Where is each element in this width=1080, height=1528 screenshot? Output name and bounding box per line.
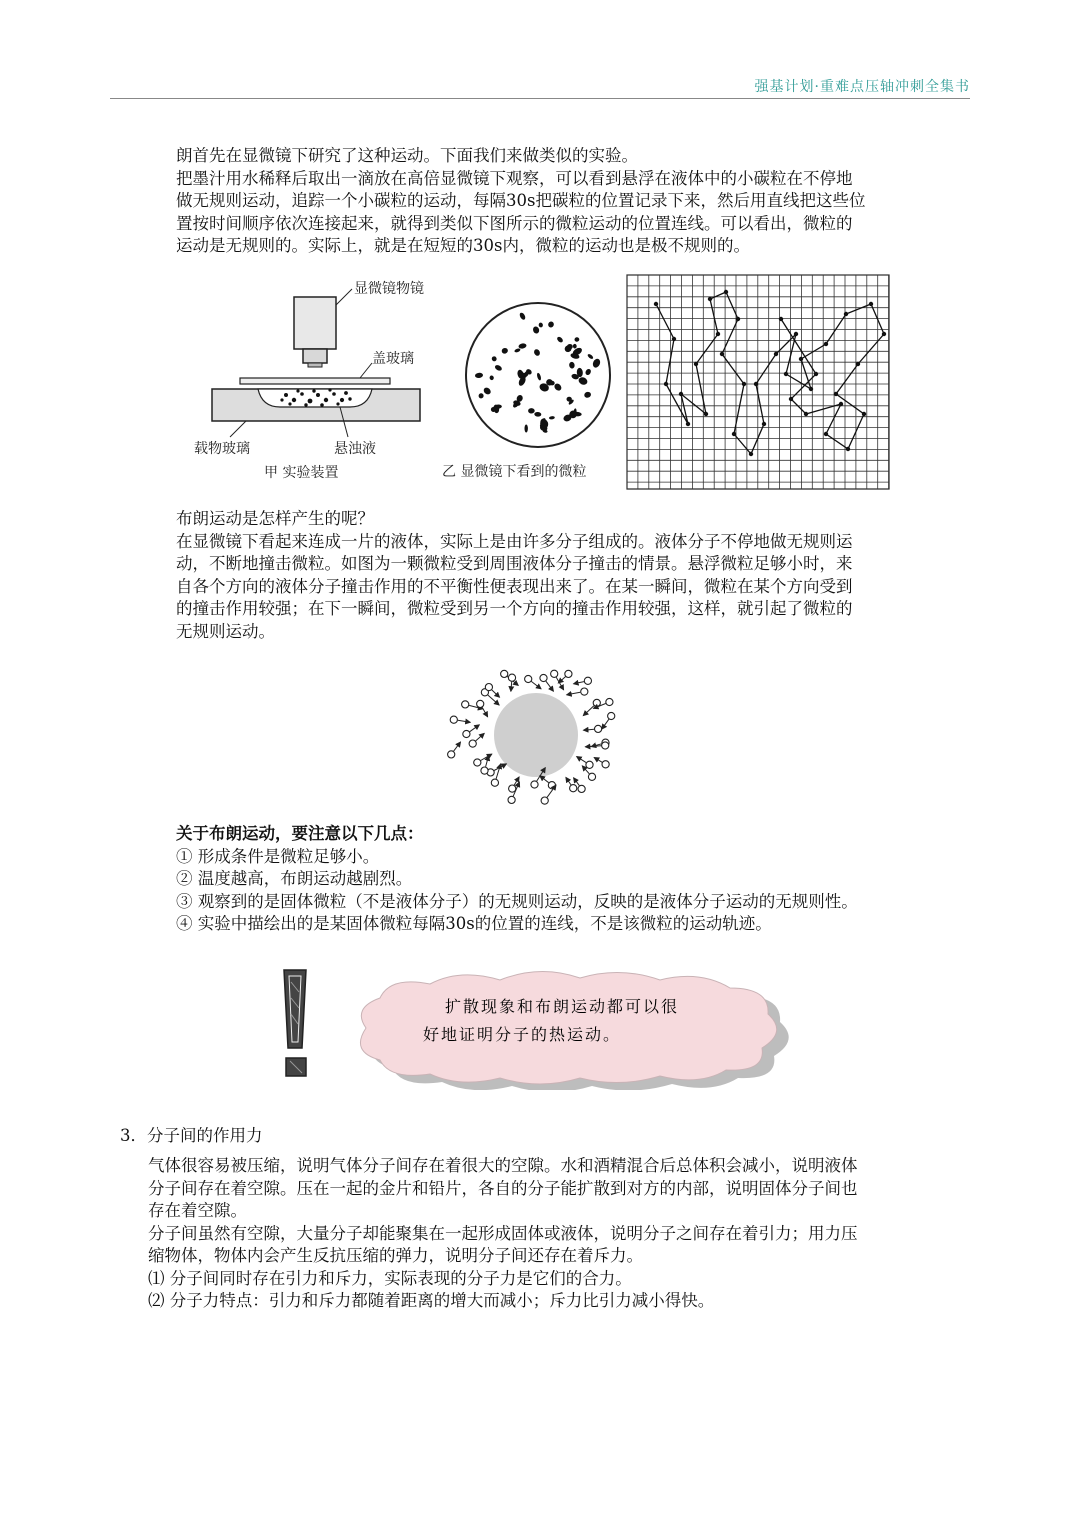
molecule [508,796,515,803]
molecule [448,751,455,758]
molecule [469,740,476,747]
trace-point [862,412,866,416]
section3-title: 3．分子间的作用力 [120,1126,263,1145]
trace-point [716,332,720,336]
molecule-velocity-arrow [540,776,549,783]
position-trace-figure [626,274,890,490]
cause-paragraph [176,508,966,643]
trace-point [814,372,818,376]
molecule-velocity-arrow [492,690,500,697]
section3-line: 存在着空隙。 [148,1201,247,1220]
brownian-particle [494,693,578,777]
label-objective: 显微镜物镜 [354,281,424,297]
callout-line-1: 扩散现象和布朗运动都可以很 [445,997,680,1016]
trace-point [686,422,690,426]
molecule [602,742,609,749]
molecule-velocity-arrow [566,777,571,785]
caption-microscope-view: 乙 显微镜下看到的微粒 [442,464,587,480]
molecule [463,730,470,737]
molecule-velocity-arrow [511,682,512,692]
molecule-velocity-arrow [496,764,501,779]
molecule-velocity-arrow [481,754,492,760]
trace-point [654,302,658,306]
trace-point [742,382,746,386]
molecule [570,785,577,792]
trace-point [724,290,728,294]
molecule [531,781,538,788]
molecule [491,779,498,786]
molecule-velocity-arrow [482,707,487,716]
callout-box [280,962,850,1090]
molecule [474,759,481,766]
trace-point [846,447,850,451]
molecule [588,773,595,780]
trace-point [804,412,808,416]
molecule [450,716,457,723]
molecule-velocity-arrow [602,719,609,729]
molecule [565,670,572,677]
molecule-velocity-arrow [454,742,461,751]
cause-line: 动，不断地撞击微粒。如图为一颗微粒受到周围液体分子撞击的情景。悬浮微粒足够小时，来 [176,554,853,573]
cause-line: 自各个方向的液体分子撞击作用的不平衡性便表现出来了。在某一瞬间，微粒在某个方向受到 [176,576,853,596]
label-suspension: 悬浊液 [334,441,376,457]
molecule-velocity-arrow [574,682,584,684]
trace-point [708,297,712,301]
trace-point [754,382,758,386]
molecule [541,797,548,804]
trace-point [774,352,778,356]
trace-point [844,312,848,316]
notes-item: ④ 实验中描绘出的是某固体微粒每隔30s的位置的连线，不是该微粒的运动轨迹。 [176,914,772,933]
label-cover-glass: 盖玻璃 [372,351,414,367]
trace-point [732,432,736,436]
section3-line: ⑵ 分子力特点：引力和斥力都随着距离的增大而减小；斥力比引力减小得快。 [148,1291,715,1310]
trace-point [794,332,798,336]
trace-point [799,357,803,361]
molecule-velocity-arrow [546,681,554,691]
intro-line: 运动是无规则的。实际上，就是在短短的30s内，微粒的运动也是极不规则的。 [176,236,750,255]
molecule-velocity-arrow [583,706,594,716]
particle-blob [525,425,528,433]
molecule [606,698,613,705]
trace-point [672,337,676,341]
trace-point [856,362,860,366]
trace-point [679,392,683,396]
trace-point [736,317,740,321]
header-divider [110,98,970,99]
notes-list [176,823,966,936]
molecule-velocity-arrow [476,733,485,741]
molecule [509,785,516,792]
callout-line-2: 好地证明分子的热运动。 [423,1025,622,1044]
molecule [485,684,492,691]
section3-line: 分子间存在着空隙。压在一起的金片和铅片，各自的分子能扩散到对方的内部，说明固体分子间也 [148,1178,858,1198]
trace-point [784,372,788,376]
section3-line: 分子间虽然有空隙，大量分子却能聚集在一起形成固体或液体，说明分子之间存在着引力；用力压 [148,1223,858,1243]
intro-line: 做无规则运动，追踪一个小碳粒的运动，每隔30s把碳粒的位置记录下来，然后用直线把这些位 [176,191,866,210]
section3-body [148,1155,968,1313]
notes-item: ② 温度越高，布朗运动越剧烈。 [176,869,413,888]
intro-line: 置按时间顺序依次连接起来，就得到类似下图所示的微粒运动的位置连线。可以看出，微粒的 [176,213,853,233]
section3-line: 气体很容易被压缩，说明气体分子间存在着很大的空隙。水和酒精混合后总体积会减小，说明液体 [148,1156,858,1175]
molecule [540,674,547,681]
molecule [551,670,558,677]
experiment-setup-figure [190,275,440,490]
intro-line: 把墨汁用水稀释后取出一滴放在高倍显微镜下观察，可以看到悬浮在液体中的小碳粒在不停地 [176,168,853,188]
intro-paragraph [176,145,966,258]
trace-point [762,422,766,426]
section3-line: 缩物体，物体内会产生反抗压缩的弹力，说明分子间还存在着斥力。 [148,1246,643,1265]
trace-point [720,352,724,356]
exclamation-icon [284,970,306,1076]
trace-point [834,392,838,396]
molecule [525,675,532,682]
header-title: 强基计划·重难点压轴冲刺全集书 [754,79,970,95]
molecule [501,670,508,677]
molecule [462,701,469,708]
molecule [593,699,600,706]
molecule-velocity-arrow [458,720,470,722]
molecule [477,700,484,707]
molecule [586,761,593,768]
trace-point [869,302,873,306]
notes-item: ③ 观察到的是固体微粒（不是液体分子）的无规则运动，反映的是液体分子运动的无规则性。 [176,891,858,911]
molecule-velocity-arrow [558,677,565,683]
trace-point [824,342,828,346]
notes-heading: 关于布朗运动，要注意以下几点： [176,824,424,843]
trace-point [749,452,753,456]
molecule [481,767,488,774]
cause-line: 的撞击作用较强；在下一瞬间，微粒受到另一个方向的撞击作用较强，这样，就引起了微粒的 [176,599,853,618]
trace-point [779,317,783,321]
molecule [595,725,602,732]
caption-setup: 甲 实验装置 [264,465,339,481]
molecule-velocity-arrow [567,692,581,695]
trace-point [789,397,793,401]
cause-line: 布朗运动是怎样产生的呢？ [176,509,374,528]
cause-line: 在显微镜下看起来连成一片的液体，实际上是由许多分子组成的。液体分子不停地做无规则运 [176,531,853,551]
molecule-velocity-arrow [577,757,586,763]
molecule-velocity-arrow [585,746,601,747]
molecule-velocity-arrow [470,725,480,732]
trace-point [882,332,886,336]
trace-point [664,382,668,386]
microscope-view-figure [440,300,620,490]
intro-line: 朗首先在显微镜下研究了这种运动。下面我们来做类似的实验。 [176,146,638,165]
trace-point [704,412,708,416]
molecule [508,674,515,681]
molecule-velocity-arrow [594,758,602,763]
molecule [608,712,615,719]
molecule-velocity-arrow [531,681,541,688]
label-slide-glass: 载物玻璃 [194,441,250,457]
section3-line: ⑴ 分子间同时存在引力和斥力，实际表现的分子力是它们的合力。 [148,1268,632,1288]
molecule-velocity-arrow [584,729,595,730]
notes-item: ① 形成条件是微粒足够小。 [176,846,380,866]
trace-point [809,387,813,391]
molecule [581,688,588,695]
molecule [584,677,591,684]
cause-line: 无规则运动。 [176,621,275,641]
molecule [602,761,609,768]
trace-point [824,432,828,436]
molecule-collision-figure [430,655,650,815]
molecule [578,785,585,792]
trace-point [694,362,698,366]
molecule-velocity-arrow [488,695,499,705]
trace-point [839,402,843,406]
